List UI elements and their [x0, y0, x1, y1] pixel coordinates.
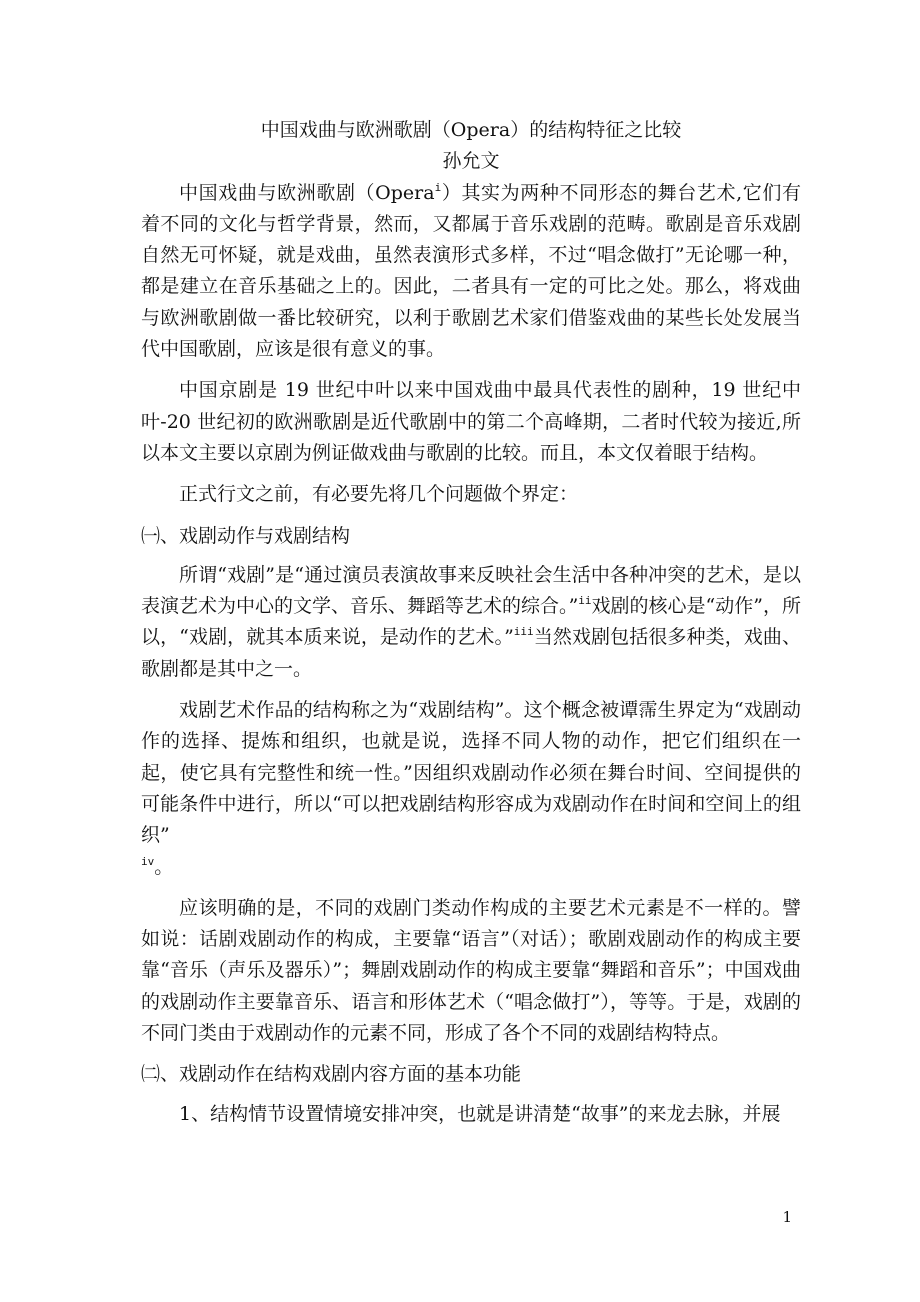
paragraph-dramatic-structure — [141, 695, 801, 883]
paragraph-intro — [141, 178, 801, 366]
footnote-marker-iv: iv — [141, 854, 155, 868]
paragraph-structure-part-a: 戏剧艺术作品的结构称之为“戏剧结构”。这个概念被谭霈生界定为“戏剧动作的选择、提炼和组织，也就是说，选择不同人物的动作，把它们组织在一起，使它具有完整性和统一性。”因组织戏剧动作必须在舞台时间、空间提供的可能条件中进行，所以“可以把戏剧结构形容成为戏剧动作在时间和空间上的组织” — [141, 699, 801, 847]
paragraph-intro-part-b: ）其实为两种不同形态的舞台艺术,它们有着不同的文化与哲学背景，然而，又都属于音乐戏剧的范畴。歌剧是音乐戏剧自然无可怀疑，就是戏曲，虽然表演形式多样，不过“唱念做打”无论哪一种，都是建立在音乐基础之上的。因此，二者具有一定的可比之处。那么，将戏曲与欧洲歌剧做一番比较研究，以利于歌剧艺术家们借鉴戏曲的某些长处发展当代中国歌剧，应该是很有意义的事。 — [141, 181, 801, 361]
footnote-marker-ii: ii — [578, 594, 592, 608]
section-heading-2: ㈡、戏剧动作在结构戏剧内容方面的基本功能 — [141, 1063, 522, 1086]
paragraph-art-elements: 应该明确的是，不同的戏剧门类动作构成的主要艺术元素是不一样的。譬如说：话剧戏剧动作的构成，主要靠“语言”（对话）；歌剧戏剧动作的构成主要靠“音乐（声乐及器乐）”；舞剧戏剧动作的构成主要靠“舞蹈和音乐”；中国戏曲的戏剧动作主要靠音乐、语言和形体艺术（“唱念做打”），等等。于是，戏剧的不同门类由于戏剧动作的元素不同，形成了各个不同的戏剧结构特点。 — [141, 896, 801, 1045]
paragraph-function-1: 1、结构情节设置情境安排冲突，也就是讲清楚“故事”的来龙去脉，并展 — [179, 1102, 781, 1125]
document-title: 中国戏曲与欧洲歌剧（Opera）的结构特征之比较 — [260, 119, 682, 141]
paragraph-drama-part-b: 戏剧的核心是“动作”，所以，“戏剧，就其本质来说，是动作的艺术。” — [141, 595, 801, 649]
paragraph-peking-opera: 中国京剧是 19 世纪中叶以来中国戏曲中最具代表性的剧种，19 世纪中叶-20 世纪初的欧洲歌剧是近代歌剧中的第二个高峰期，二者时代较为接近,所以本文主要以京剧为例证做戏曲与歌剧的比较。而且，本文仅着眼于结构。 — [141, 379, 801, 464]
page-number — [0, 1208, 920, 1226]
footnote-marker-i: i — [434, 180, 442, 194]
paragraph-intro-part-a: 中国戏曲与欧洲歌剧（Opera — [179, 181, 435, 204]
paragraph-drama-definition — [141, 560, 801, 685]
paragraph-drama-part-a: 所谓“戏剧”是“通过演员表演故事来反映社会生活中各种冲突的艺术，是以表演艺术为中心的文学、音乐、舞蹈等艺术的综合。” — [141, 563, 801, 618]
paragraph-definitions-intro: 正式行文之前，有必要先将几个问题做个界定： — [179, 483, 579, 506]
page-number-text: 1 — [782, 1208, 792, 1226]
paragraph-drama-part-c: 当然戏剧包括很多种类，戏曲、歌剧都是其中之一。 — [141, 626, 801, 680]
document-author: 孙允文 — [442, 150, 500, 173]
document-body — [141, 115, 801, 1140]
footnote-marker-iii: iii — [513, 625, 534, 639]
section-heading-1: ㈠、戏剧动作与戏剧结构 — [141, 524, 351, 547]
paragraph-structure-part-b: 。 — [154, 855, 174, 878]
